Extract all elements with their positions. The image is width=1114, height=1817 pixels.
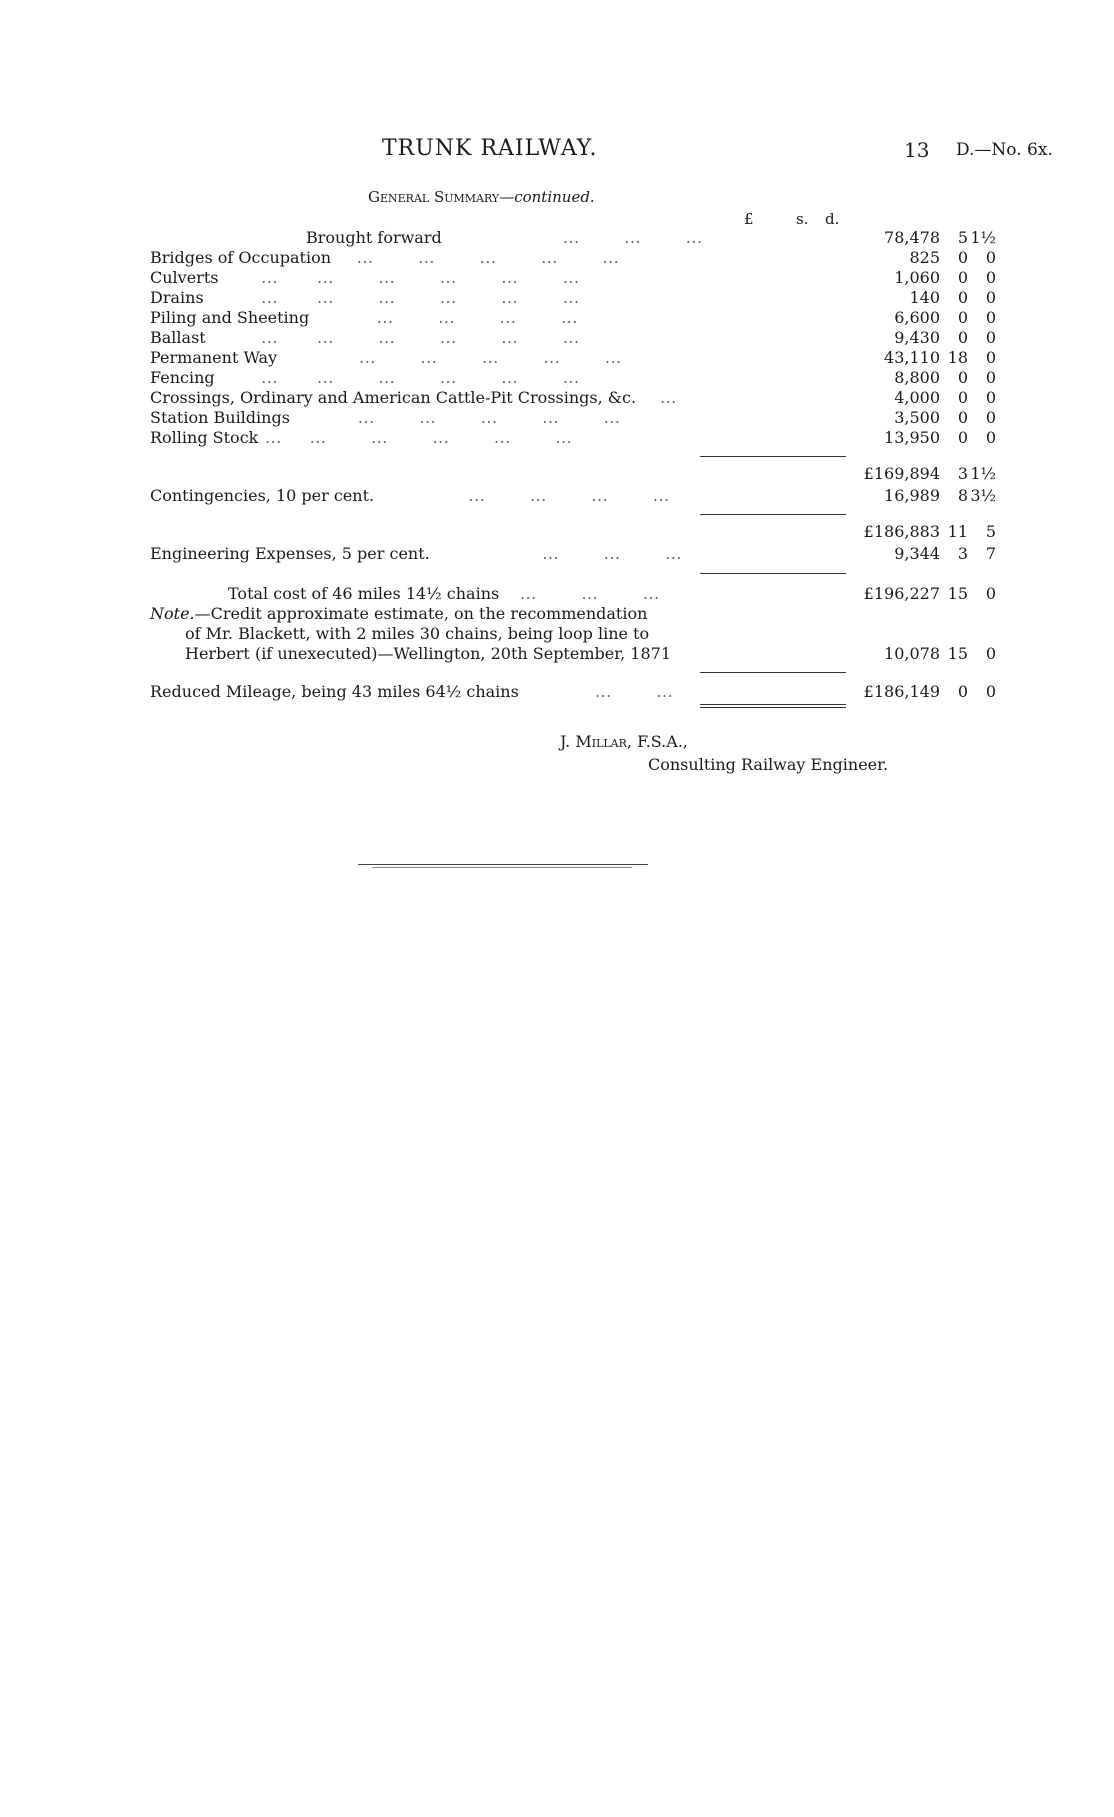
page-number: 13 xyxy=(904,138,930,162)
engineering-pence: 7 xyxy=(985,544,996,563)
double-rule-top xyxy=(700,704,846,705)
row-shillings: 0 xyxy=(957,408,968,427)
row-shillings: 0 xyxy=(957,288,968,307)
subtitle-main: General Summary— xyxy=(368,188,515,206)
row-pounds: 43,110 xyxy=(884,348,940,367)
row-pence: 0 xyxy=(985,268,996,287)
subtotal-row xyxy=(150,464,996,484)
row-shillings: 18 xyxy=(947,348,968,367)
table-row: ... ... ... ... ... ... Rolling Stock 13,950 0 0 xyxy=(150,428,996,447)
subtotal-rule xyxy=(700,573,846,574)
row-label: Fencing xyxy=(150,368,215,387)
end-divider xyxy=(358,864,648,865)
row-shillings: 0 xyxy=(957,368,968,387)
column-header-pounds: £ xyxy=(744,210,754,228)
contingencies-shillings: 8 xyxy=(957,486,968,505)
row-label: Rolling Stock xyxy=(150,428,259,447)
table-row: ... ... ... ... ... ... Fencing 8,800 0 0 xyxy=(150,368,996,387)
note-label: Note. xyxy=(150,604,195,623)
note-pounds: 10,078 xyxy=(884,644,940,663)
row-label: Station Buildings xyxy=(150,408,290,427)
row-pence: 0 xyxy=(985,248,996,267)
row-pence: 0 xyxy=(985,348,996,367)
row-pounds: 78,478 xyxy=(884,228,940,247)
row-label: Drains xyxy=(150,288,204,307)
row-shillings: 0 xyxy=(957,308,968,327)
subtotal-pence: 1½ xyxy=(970,464,996,483)
reduced-row: ... ... Reduced Mileage, being 43 miles 64½ chains £186,149 0 0 xyxy=(150,682,996,701)
row-pounds: 13,950 xyxy=(884,428,940,447)
row-pence: 0 xyxy=(985,308,996,327)
page-title: TRUNK RAILWAY. xyxy=(382,136,598,161)
table-row: ... ... ... Brought forward 78,478 5 1½ xyxy=(306,228,996,247)
row-pounds: 1,060 xyxy=(894,268,940,287)
row-pounds: 140 xyxy=(909,288,940,307)
engineering-pounds: 9,344 xyxy=(894,544,940,563)
total-pounds: £196,227 xyxy=(863,584,940,603)
row-pounds: 6,600 xyxy=(894,308,940,327)
row-shillings: 0 xyxy=(957,328,968,347)
contingencies-label: Contingencies, 10 per cent. xyxy=(150,486,375,505)
row-pounds: 8,800 xyxy=(894,368,940,387)
total-row: ... ... ... Total cost of 46 miles 14½ chains £196,227 15 0 xyxy=(228,584,996,603)
subtotal-row xyxy=(150,522,996,542)
row-label: Ballast xyxy=(150,328,206,347)
note-line-2: of Mr. Blackett, with 2 miles 30 chains, being loop line to xyxy=(185,624,650,643)
contingencies-pounds: 16,989 xyxy=(884,486,940,505)
engineering-row: ... ... ... Engineering Expenses, 5 per cent. 9,344 3 7 xyxy=(150,544,996,563)
subtotal-rule xyxy=(700,672,846,673)
subtotal-pence: 5 xyxy=(985,522,996,541)
table-row: ... ... ... ... ... ... Ballast 9,430 0 0 xyxy=(150,328,996,347)
row-pounds: 3,500 xyxy=(894,408,940,427)
signature-suffix: , F.S.A., xyxy=(626,732,688,751)
row-label: Bridges of Occupation xyxy=(150,248,332,267)
table-row: ... ... ... ... Piling and Sheeting 6,600 0 0 xyxy=(150,308,996,327)
row-shillings: 5 xyxy=(957,228,968,247)
subtitle-continued: continued. xyxy=(514,188,595,206)
row-label: Permanent Way xyxy=(150,348,278,367)
row-pounds: 825 xyxy=(909,248,940,267)
total-shillings: 15 xyxy=(947,584,968,603)
note-line-3: Herbert (if unexecuted)—Wellington, 20th September, 1871 xyxy=(185,644,671,663)
column-header-shillings: s. xyxy=(796,210,809,228)
total-label: Total cost of 46 miles 14½ chains xyxy=(228,584,500,603)
note-text-1: —Credit approximate estimate, on the recommendation xyxy=(194,604,648,623)
table-row: ... Crossings, Ordinary and American Cattle-Pit Crossings, &c. 4,000 0 0 xyxy=(150,388,996,407)
row-pence: 0 xyxy=(985,388,996,407)
signature-name xyxy=(560,732,688,751)
table-row: ... ... ... ... ... ... Culverts 1,060 0 0 xyxy=(150,268,996,287)
note-amount-row xyxy=(150,644,996,664)
row-pence: 1½ xyxy=(970,228,996,247)
contingencies-row: ... ... ... ... Contingencies, 10 per cent. 16,989 8 3½ xyxy=(150,486,996,505)
row-pence: 0 xyxy=(985,368,996,387)
column-header-pence: d. xyxy=(825,210,840,228)
contingencies-pence: 3½ xyxy=(970,486,996,505)
row-pounds: 9,430 xyxy=(894,328,940,347)
row-pence: 0 xyxy=(985,328,996,347)
row-shillings: 0 xyxy=(957,248,968,267)
row-shillings: 0 xyxy=(957,388,968,407)
note-shillings: 15 xyxy=(947,644,968,663)
signature-surname: Millar xyxy=(575,732,627,751)
reduced-label: Reduced Mileage, being 43 miles 64½ chains xyxy=(150,682,519,701)
signature-initial: J. xyxy=(560,732,576,751)
total-pence: 0 xyxy=(985,584,996,603)
reduced-shillings: 0 xyxy=(957,682,968,701)
signature-title: Consulting Railway Engineer. xyxy=(648,755,889,774)
subtotal-shillings: 11 xyxy=(947,522,968,541)
document-reference: D.—No. 6x. xyxy=(956,140,1053,160)
end-divider-second xyxy=(372,867,632,868)
note-pence: 0 xyxy=(985,644,996,663)
subtotal-pounds: £186,883 xyxy=(863,522,940,541)
subtotal-rule xyxy=(700,514,846,515)
row-pounds: 4,000 xyxy=(894,388,940,407)
row-pence: 0 xyxy=(985,408,996,427)
row-shillings: 0 xyxy=(957,428,968,447)
engineering-label: Engineering Expenses, 5 per cent. xyxy=(150,544,430,563)
subtotal-rule xyxy=(700,456,846,457)
table-row: ... ... ... ... ... ... Drains 140 0 0 xyxy=(150,288,996,307)
note-line-1 xyxy=(150,604,647,624)
row-label: Crossings, Ordinary and American Cattle-Pit Crossings, &c. xyxy=(150,388,637,407)
double-rule-bottom xyxy=(700,707,846,708)
reduced-pence: 0 xyxy=(985,682,996,701)
row-pence: 0 xyxy=(985,288,996,307)
subtotal-pounds: £169,894 xyxy=(863,464,940,483)
section-subtitle xyxy=(368,188,595,206)
subtotal-shillings: 3 xyxy=(957,464,968,483)
row-label: Brought forward xyxy=(306,228,442,247)
reduced-pounds: £186,149 xyxy=(863,682,940,701)
row-pence: 0 xyxy=(985,428,996,447)
row-shillings: 0 xyxy=(957,268,968,287)
engineering-shillings: 3 xyxy=(957,544,968,563)
row-label: Piling and Sheeting xyxy=(150,308,310,327)
row-label: Culverts xyxy=(150,268,219,287)
table-row: ... ... ... ... ... Bridges of Occupation 825 0 0 xyxy=(150,248,996,267)
table-row: ... ... ... ... ... Permanent Way 43,110 18 0 xyxy=(150,348,996,367)
table-row: ... ... ... ... ... Station Buildings 3,500 0 0 xyxy=(150,408,996,427)
